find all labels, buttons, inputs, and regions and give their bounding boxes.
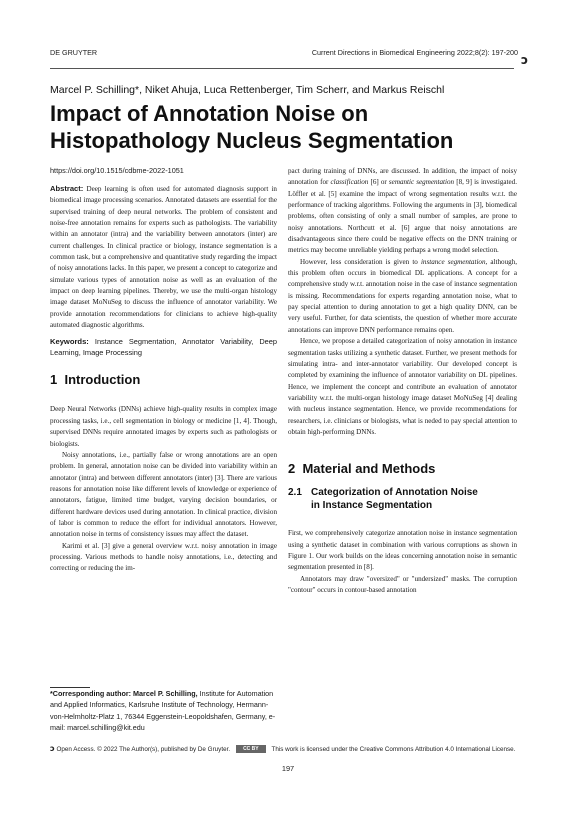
text-run: [8, 9] is investigated. Löffler et al. [5] examine the impact of wrong segmentation results w.r.t. the performance of tracking algorithms. Following the arguments in [3], biomedical problems, often consisting of only a small number of samples, are prone to noisy annotations. Northcutt et al. [6] argue that noisy annotations are disadvantageous since there could be negative effects on the DNN training or metrics may become unreliable yielding perhaps a wrong model selection. (288, 178, 517, 255)
journal-citation: Current Directions in Biomedical Engineering 2022;8(2): 197-200 (311, 48, 518, 57)
intro-paragraph-1: Deep Neural Networks (DNNs) achieve high-quality results in complex image processing tasks, i.e., cell segmentation in biology or medicine [1, 4]. Though, supervised DNNs require annotated images by experts such as pathologists or biologists. (50, 405, 277, 448)
text-run: , although, this problem often occurs in biomedical DL applications. A concept for a comprehensive study w.r.t. annotation noise in the case of instance segmentation is missing. Recommendations for experts regarding annotation noise, what to pay special attention to during annotation to get a high quality DNN, can be very useful. Further, for data scientists, the question of whether more accurate annotations can improve DNN performance remains open. (288, 257, 518, 334)
section-heading-methods (288, 461, 517, 476)
subsection-number: 2.1 (288, 487, 302, 499)
emphasis-instance-segmentation: instance segmentation (420, 257, 486, 266)
open-access-icon: ɔ (521, 53, 529, 67)
subsection-heading (288, 486, 517, 512)
section-title: Introduction (64, 372, 141, 388)
keywords (50, 336, 277, 358)
license-line (50, 744, 520, 753)
footnote-label: *Corresponding author: Marcel P. Schilling, (50, 689, 198, 698)
page-number: 197 (281, 764, 295, 773)
abstract (50, 184, 277, 331)
intro-paragraph-3: Karimi et al. [3] give a general overview w.r.t. noisy annotation in image processing. Various methods to handle noisy annotations, i.e., detecting and correcting or reducing the im- (50, 541, 277, 573)
author-list: Marcel P. Schilling*, Niket Ahuja, Luca Rettenberger, Tim Scherr, and Markus Reischl (50, 84, 445, 96)
section-heading-introduction (50, 372, 277, 387)
corresponding-author-footnote (50, 688, 276, 734)
footnote-text: Institute for Automation and Applied Informatics, Karlsruhe Institute of Technology, Hermann-von-Helmholtz-Platz 1, 76344 Eggenstein-Leopoldshafen, Germany, e-mail: marcel.schilling@kit.edu (50, 689, 276, 733)
right-column (288, 166, 517, 596)
license-right-text: This work is licensed under the Creative Commons Attribution 4.0 International License. (271, 746, 516, 753)
title-line-1: Impact of Annotation Noise on (50, 101, 369, 126)
license-left-text: Open Access. © 2022 The Author(s), published by De Gruyter. (56, 746, 231, 753)
article-title (50, 100, 520, 154)
doi-link[interactable]: https://doi.org/10.1515/cdbme-2022-1051 (50, 166, 184, 175)
cc-by-badge-icon[interactable]: CC BY (236, 745, 266, 753)
subsection-title-line-2: in Instance Segmentation (311, 500, 433, 512)
text-run: However, less consideration is given to (300, 257, 421, 266)
methods-paragraph-2: Annotators may draw "oversized" or "undersized" masks. The corruption "contour" occurs in contour-based annotation (288, 574, 517, 594)
keywords-label: Keywords: (50, 337, 89, 347)
header-divider (50, 68, 514, 69)
text-run: pact during training of DNNs, are discussed. In addition, the impact of noisy annotation for (288, 167, 517, 187)
subsection-title-line-1: Categorization of Annotation Noise (311, 487, 478, 499)
section-title: Material and Methods (302, 461, 436, 477)
methods-paragraph-1: First, we comprehensively categorize annotation noise in instance segmentation using a synthetic dataset in combination with various corruptions as shown in Figure 1. Our work builds on the ideas concerning annotation noise in semantic segmentation presented in [8]. (288, 529, 517, 572)
intro-paragraph-4 (288, 257, 517, 336)
publisher-name: DE GRUYTER (50, 48, 98, 57)
section-number: 1 (50, 372, 58, 388)
section-number: 2 (288, 461, 296, 477)
abstract-label: Abstract: (50, 184, 84, 193)
intro-paragraph-5: Hence, we propose a detailed categorization of noisy annotation in instance segmentation tasks utilizing a synthetic dataset. Further, we present methods for simulating intra- and inter-annotator variability. Our developed concept is completed by examining the influence of annotator variability on DL pipelines. Hence, we implement the concept and contribute an evaluation of annotator variability w.r.t. the multi-organ histology image dataset MoNuSeg [4] dealing with nucleus instance segmentation. Hence, we provide recommendations for researchers, i.e. clinicians or biologists, what is neded to pay special attention to obtain high-performing DNNs. (288, 337, 517, 436)
emphasis-classification: classification (330, 178, 369, 187)
title-line-2: Histopathology Nucleus Segmentation (50, 128, 454, 153)
emphasis-semantic-segmentation: semantic segmentation (388, 178, 455, 187)
keywords-text: Instance Segmentation, Annotator Variability, Deep Learning, Image Processing (50, 337, 277, 358)
intro-paragraph-3-continued (288, 166, 517, 257)
abstract-text: Deep learning is often used for automated diagnosis support in biomedical image processing scenarios. Annotated datasets are essential for the supervised training of deep neural networks. The problem of consistent and noise-free annotation remains for experts such as pathologists. The variability within an annotator (intra) and the variability between annotators (inter) are current challenges. In clinical practice or biology, instance segmentation is a common task, but a comprehensive and quantitative study regarding the impact of noisy annotations lacks. In this paper, we present a concept to categorize and simulate various types of annotation noise as well as an evaluation of the impact on deep learning pipelines. Thereby, we use the multi-organ histology image dataset MoNuSeg to discuss the influence of annotator variability. We provide annotation recommendations for clinicians to achieve high-quality automated diagnostic algorithms. (50, 185, 277, 330)
left-column (50, 166, 277, 575)
intro-paragraph-2: Noisy annotations, i.e., partially false or wrong annotations are an open problem. In general, annotation noise can be divided into variability within an annotator (intra) and between different annotators (inter) [3]. There are various reasons for annotation noise like different levels of knowledge or experience of annotators, fatigue, limited time budget, varying decision boundaries, or different hardware devices used during annotation. In clinical practice, division of labor is common to reduce the effort for individual annotators. However, annotation noise in terms of consistency issues may affect the dataset. (50, 450, 277, 539)
open-access-small-icon: ɔ (50, 744, 55, 753)
text-run: [6] or (368, 178, 389, 187)
